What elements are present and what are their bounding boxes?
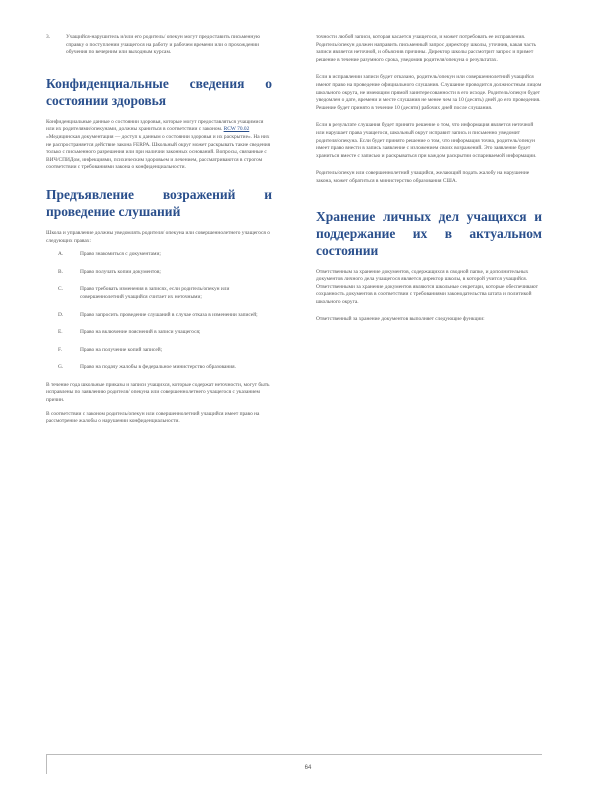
paragraph-hearing-result: Если в результате слушания будет принято решение о том, что информация является неточной или нарушает права учащегося, школьный округ исправит запись и письменно уведомит родителя/опекуна. Если будет принято решение о том, что информация точна, родитель/опекун имеет право внести в запись заявление с изложением своих возражений. Это заявление будет храниться вместе с записью и раскрываться при каждом раскрытии оспариваемой информации. — [316, 122, 537, 159]
page-number: 64 — [304, 765, 312, 771]
paragraph-rights-intro: Школа и управление должны уведомлять родителя/ опекуна или совершеннолетнего учащегося о следующих правах: — [46, 229, 270, 244]
list-item: C. Право требовать изменения в записях, если родитель/опекун или совершеннолетний учащийся считает их неточными; — [58, 286, 230, 300]
rcw-link[interactable]: RCW 70.02 — [223, 126, 250, 133]
footer-rule — [46, 754, 542, 755]
paragraph-functions: Ответственный за хранение документов выполняет следующие функции: — [316, 316, 485, 323]
numbered-item-3 — [46, 34, 272, 57]
paragraph-custodian: Ответственным за хранение документов, содержащихся в сводной папке, и дополнительных документов личного дела учащегося является директор школы, в которой учится учащийся. Ответственными за хранение документов являются школьные секретари, которые обеспечивают сохранность документов в соответствии с требованиями законодательства штата и политикой школьного округа. — [316, 268, 538, 305]
item-text: Учащийся-нарушитель и/или его родитель/ опекун могут предоставить письменную справку о поступлении учащегося на работу и рабочем времени или о прохождении обучения по вечерним или выходным курсам. — [66, 34, 261, 56]
paragraph-medical: Конфиденциальные данные о состоянии здоровья, которые могут предоставляться учащимися или их родителями/опекунами, должны храниться в соответствии с законом. RCW 70.02 «Медицинская документация — доступ к данным о состоянии здоровья и их раскрытие». На них не распространяется действие закона FERPA. Школьный округ может раскрывать такие сведения только с письменного разрешения или при наличии законных оснований. Вопросы, связанные с ВИЧ/СПИДом, инфекциями, психическим здоровьем и лечением, рассматриваются в строгом соответствии с требованиями закона о конфиденциальности. — [46, 118, 271, 171]
section-heading-hearings: Предъявление возражений и проведение слушаний — [46, 186, 272, 219]
list-item: A. Право знакомиться с документами; — [58, 251, 161, 258]
paragraph-hearing: Если в исправлении записи будет отказано, родитель/опекун или совершеннолетний учащийся имеют право на проведение официального слушания. Слушание проводится должностным лицом школьного округа, не имеющим прямой заинтересованности в его исходе. Родитель/опекун будет уведомлен о дате, времени и месте слушания не менее чем за 10 (десять) дней до его проведения. Решение будет принято в течение 10 (десяти) рабочих дней после слушания. — [316, 74, 542, 111]
paragraph-federal: Родитель/опекун или совершеннолетний учащийся, желающий подать жалобу на нарушение закона, может обратиться в министерство образования США. — [316, 170, 530, 184]
rights-list — [46, 251, 272, 372]
paragraph-corrections: В течение года школьные приказы и записи учащихся, которые содержат неточности, могут быть исправлены по заявлению родителя/ опекуна или совершеннолетнего учащегося с указанием причин. — [46, 381, 270, 404]
paragraph-complaints: В соответствии с законом родитель/опекун или совершеннолетний учащийся имеет право на рассмотрение жалобы о нарушении конфиденциальности. — [46, 410, 260, 425]
right-column — [316, 34, 542, 330]
footer-margin-rule — [46, 754, 47, 774]
section-heading-storage: Хранение личных дел учащихся и поддержание их в актуальном состоянии — [316, 208, 542, 258]
list-item: B. Право получать копии документов; — [58, 268, 161, 275]
left-column — [46, 34, 272, 432]
list-item: F. Право на получение копий записей; — [58, 346, 163, 353]
paragraph-accuracy: точности любой записи, которая касается учащегося, и может потребовать ее исправления. Родитель/опекун должен направить письменный запрос директору школы, уточнив, какая часть записи является неточной, и объяснив причины. Директор школы рассмотрит запрос и примет решение в течение разумного срока, уведомив родителя/опекуна о результатах. — [316, 34, 536, 63]
list-item: D. Право запросить проведение слушаний в случае отказа в изменении записей; — [58, 311, 258, 318]
list-item: G. Право на подачу жалобы в федеральное министерство образования. — [58, 364, 237, 371]
section-heading-medical: Конфиденциальные сведения о состоянии здоровья — [46, 75, 272, 108]
item-number: 3. — [46, 34, 51, 40]
list-item: E. Право на включение пояснений в записи учащегося; — [58, 329, 201, 336]
